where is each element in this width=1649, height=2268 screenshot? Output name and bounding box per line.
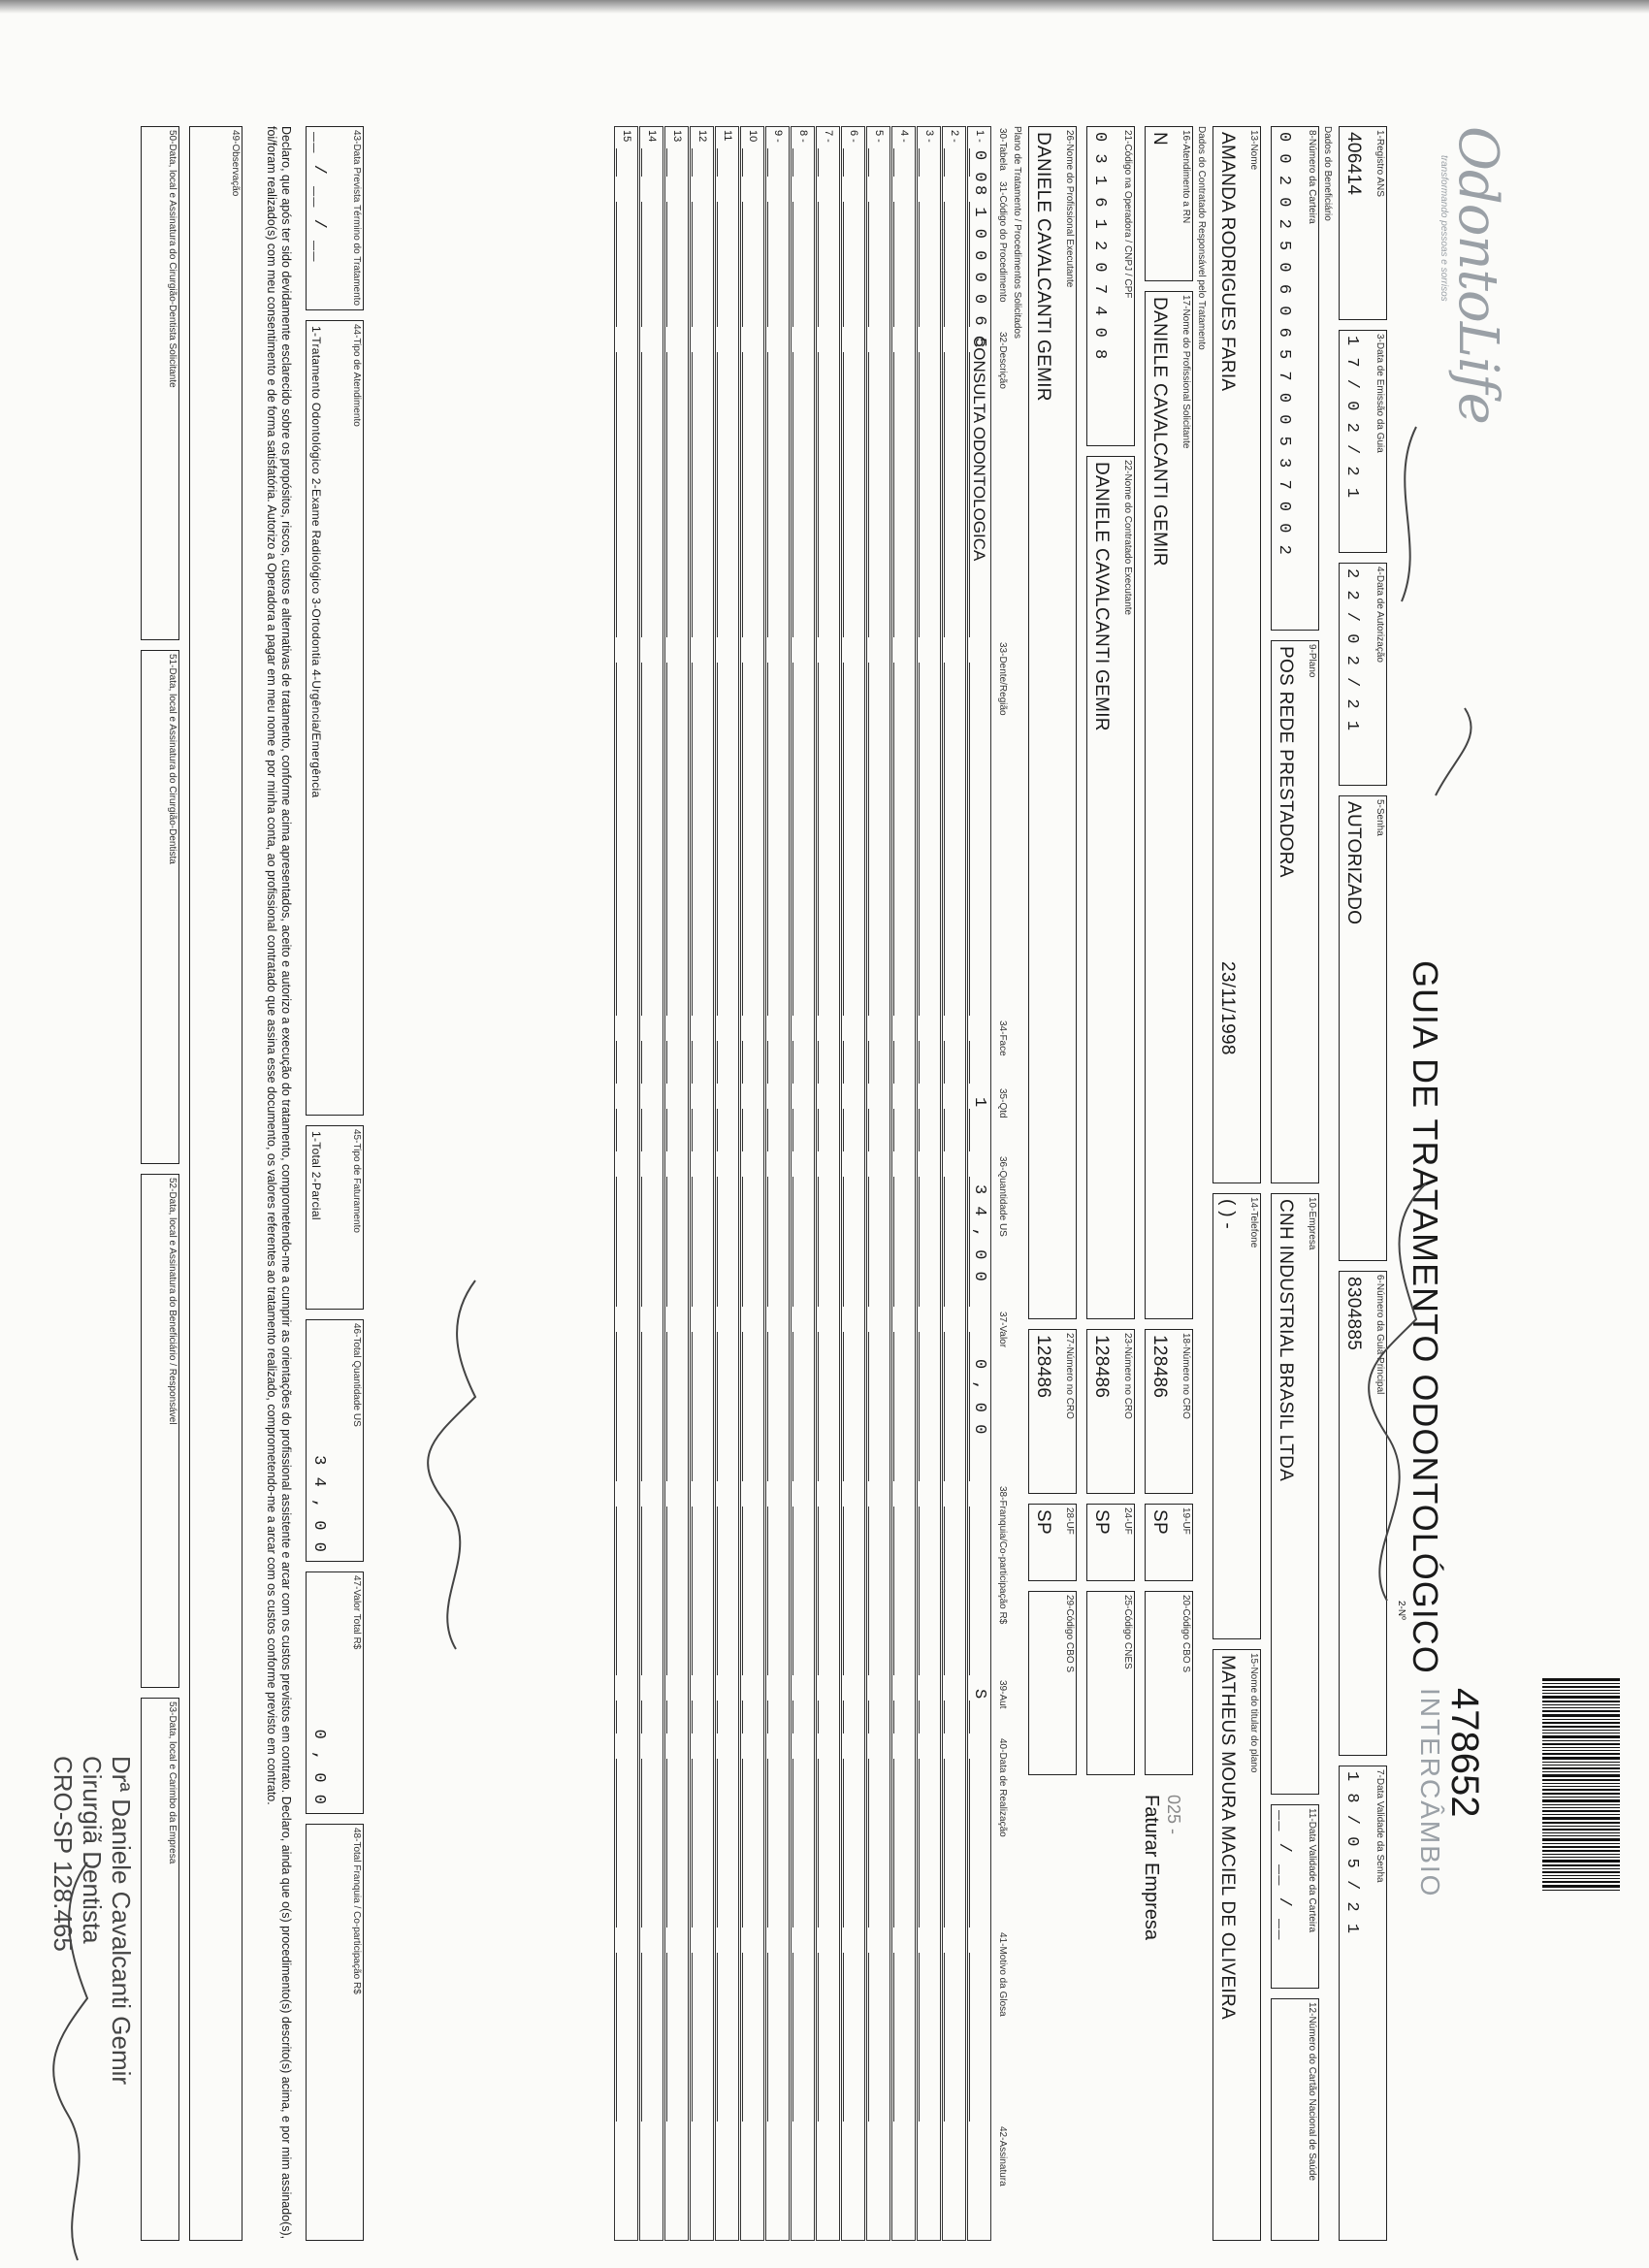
signature-company-stamp[interactable]: 53-Data, local e Carimbo da Empresa [141, 1698, 179, 2241]
row-number: 6 - [848, 130, 859, 143]
row-number: 13 [671, 130, 683, 143]
column-header: 37-Valor [997, 1312, 1008, 1348]
field-total-us[interactable]: 46-Total Quantidade US 3 4 , 0 0 [306, 1319, 364, 1562]
field-total-copay[interactable]: 48-Total Franquia / Co-participação R$ [306, 1824, 364, 2241]
field-name[interactable]: 13-Nome AMANDA RODRIGUES FARIA 23/11/1998 [1212, 126, 1261, 1183]
column-header: 32-Descrição [997, 332, 1008, 389]
row-number: 9 - [772, 130, 784, 143]
declaration-text: Declaro, que após ter sido devidamente esclarecido sobre os propósitos, riscos, custos e alternativas de tratamento, conforme acima apresentados, aceito e autorizo a execução do tratamento, comprometendo-me a cumprir as orientações do profissional assistente e arcar com os custos previstos em contrato. Declaro, ainda que o(s) procedimento(s) descrito(s) acima, e por mim assinado(s), foi/foram realizado(s) com meu consentimento e de forma satisfatória. Autorizo a Operadora a pagar em meu nome e por minha conta, ao profissional contratado que assina esse documento, os valores referentes ao tratamento realizado, comprometendo-me a arcar com os custos conforme previsto em contrato. [265, 126, 293, 2240]
page-title: GUIA DE TRATAMENTO ODONTOLÓGICO [1406, 960, 1445, 1674]
field-end-date[interactable]: 43-Data Prevista Término do Tratamento __ / __ / __ [306, 126, 364, 310]
field-cbo-requesting[interactable]: 20-Código CBO S [1145, 1591, 1193, 1775]
field-main-guide-number[interactable]: 6-Número da Guia Principal 8304885 [1339, 1271, 1387, 1756]
signature-scribble-3 [1369, 1183, 1426, 1601]
column-header: 36-Quantidade US [997, 1156, 1008, 1237]
row-number: 11 [722, 130, 733, 142]
guide-number-label: 2-Nº [1396, 1601, 1406, 1620]
field-card-number[interactable]: 8-Número da Carteira 0 0 2 0 2 5 0 6 0 6 5 7 0 0 5 3 7 0 0 2 [1271, 126, 1319, 631]
column-header: 34-Face [997, 1021, 1008, 1056]
field-holder-name[interactable]: 15-Nome do titular do plano MATHEUS MOURA MACIEL DE OLIVEIRA [1212, 1649, 1261, 2241]
column-header: 40-Data de Realização [997, 1738, 1008, 1837]
company-logo: OdontoLife [1446, 126, 1509, 424]
cell-qtd: 1 [970, 1097, 988, 1109]
section-contractor: Dados do Contratado Responsável pelo Tratamento [1196, 126, 1207, 350]
column-header: 33-Dente/Região [997, 642, 1008, 716]
birth-date: 23/11/1998 [1217, 961, 1238, 1055]
column-header: 39-Aut [997, 1680, 1008, 1709]
column-header: 31-Código do Procedimento [997, 181, 1008, 303]
row-number: 3 - [923, 130, 935, 143]
field-requesting-professional[interactable]: 17-Nome do Profissional Solicitante DANIELE CAVALCANTI GEMIR [1145, 291, 1193, 1319]
field-rn[interactable]: 16-Atendimento a RN N [1145, 126, 1193, 281]
cell-descricao: CONSULTA ODONTOLOGICA [970, 336, 988, 562]
dentist-stamp: Drª Daniele Cavalcanti Gemir Cirurgiã Dentista CRO-SP 128.465 [48, 1756, 136, 2086]
row-number: 7 - [823, 130, 834, 143]
field-cro-contractor[interactable]: 23-Número no CRO 128486 [1086, 1329, 1135, 1494]
cell-aut: S [970, 1689, 988, 1701]
row-number: 12 [696, 130, 708, 143]
field-cnes[interactable]: 25-Código CNES [1086, 1591, 1135, 1775]
field-uf-executing[interactable]: 28-UF SP [1028, 1504, 1077, 1581]
column-header: 41-Motivo da Glosa [997, 1932, 1008, 2017]
row-number: 15 [621, 130, 632, 143]
row-number: 8 - [797, 130, 809, 143]
column-header: 38-Franquia/Co-participação R$ [997, 1486, 1008, 1625]
initials-mark [1436, 708, 1471, 795]
field-operator-code[interactable]: 21-Código na Operadora / CNPJ / CPF 0 3 1 6 1 2 0 7 4 0 8 [1086, 126, 1135, 446]
field-password[interactable]: 5-Senha AUTORIZADO [1339, 795, 1387, 1261]
row-number: 10 [747, 130, 759, 143]
note-billing: Faturar Empresa [1141, 1795, 1162, 1941]
guide-number: 478652 [1443, 1688, 1486, 1818]
row-number: 1 - [974, 130, 986, 143]
field-observation[interactable]: 49-Observação [189, 126, 242, 2241]
cell-valor: 0 , 0 0 [970, 1359, 988, 1436]
signature-requesting-dentist[interactable]: 50-Data, local e Assinatura do Cirurgião-Dentista Solicitante [141, 126, 179, 640]
field-password-validity[interactable]: 7-Data Validade da Senha 1 8 / 0 5 / 2 1 [1339, 1766, 1387, 2241]
date-handwriting [1402, 427, 1416, 601]
section-beneficiary: Dados do Beneficiário [1322, 126, 1333, 221]
field-cbo-executing[interactable]: 29-Código CBO S [1028, 1591, 1077, 1775]
logo-tagline: transformando pessoas e sorrisos [1439, 155, 1449, 302]
field-cro-executing[interactable]: 27-Número no CRO 128486 [1028, 1329, 1077, 1494]
field-phone[interactable]: 14-Telefone ( ) - [1212, 1193, 1261, 1639]
field-executing-professional[interactable]: 26-Nome do Profissional Executante DANIELE CAVALCANTI GEMIR [1028, 126, 1077, 1319]
row-number: 5 - [873, 130, 885, 143]
signature-scribble-2 [428, 1280, 475, 1649]
column-header: 42-Assinatura [997, 2126, 1008, 2187]
field-auth-date[interactable]: 4-Data de Autorização 2 2 / 0 2 / 2 1 [1339, 563, 1387, 786]
section-treatment-plan: Plano de Tratamento / Procedimentos Solicitados [1012, 126, 1022, 340]
field-company[interactable]: 10-Empresa CNH INDUSTRIAL BRASIL LTDA [1271, 1193, 1319, 1795]
signature-beneficiary[interactable]: 52-Data, local e Assinatura do Beneficiário / Responsável [141, 1174, 179, 1688]
signature-dentist[interactable]: 51-Data, local e Assinatura do Cirurgião-Dentista [141, 650, 179, 1164]
row-number: 2 - [949, 130, 960, 143]
cell-codigo: 8 1 0 0 0 0 6 5 [970, 185, 988, 349]
field-card-validity[interactable]: 11-Data Validade da Carteira __ / __ / __ [1271, 1804, 1319, 1989]
field-service-type[interactable]: 44-Tipo de Atendimento 1-Tratamento Odontológico 2-Exame Radiológico 3-Ortodontia 4-Urgência/Emergência [306, 320, 364, 1116]
intercambio-label: INTERCÂMBIO [1415, 1688, 1445, 1898]
field-executing-contractor[interactable]: 22-Nome do Contratado Executante DANIELE CAVALCANTI GEMIR [1086, 456, 1135, 1319]
cell-us: 3 4 , 0 0 [970, 1184, 988, 1282]
column-header: 30-Tabela [997, 128, 1008, 171]
cell-tabela: 0 0 [970, 150, 988, 183]
field-uf-contractor[interactable]: 24-UF SP [1086, 1504, 1135, 1581]
field-cro-requesting[interactable]: 18-Número no CRO 128486 [1145, 1329, 1193, 1494]
note-code: 025 - [1164, 1795, 1183, 1835]
row-number: 14 [646, 130, 658, 143]
field-uf-requesting[interactable]: 19-UF SP [1145, 1504, 1193, 1581]
row-number: 4 - [898, 130, 910, 143]
field-emission-date[interactable]: 3-Data de Emissão da Guia 1 7 / 0 2 / 2 1 [1339, 330, 1387, 553]
field-total-value[interactable]: 47-Valor Total R$ 0 , 0 0 [306, 1571, 364, 1814]
field-plan[interactable]: 9-Plano POS REDE PRESTADORA [1271, 640, 1319, 1183]
field-ans[interactable]: 1-Registro ANS 406414 [1339, 126, 1387, 320]
column-header: 35-Qtd [997, 1088, 1008, 1118]
field-billing-type[interactable]: 45-Tipo de Faturamento 1-Total 2-Parcial [306, 1125, 364, 1310]
field-cns[interactable]: 12-Número do Cartão Nacional de Saúde [1271, 1998, 1319, 2241]
signature-scribble-1 [53, 1863, 87, 2260]
